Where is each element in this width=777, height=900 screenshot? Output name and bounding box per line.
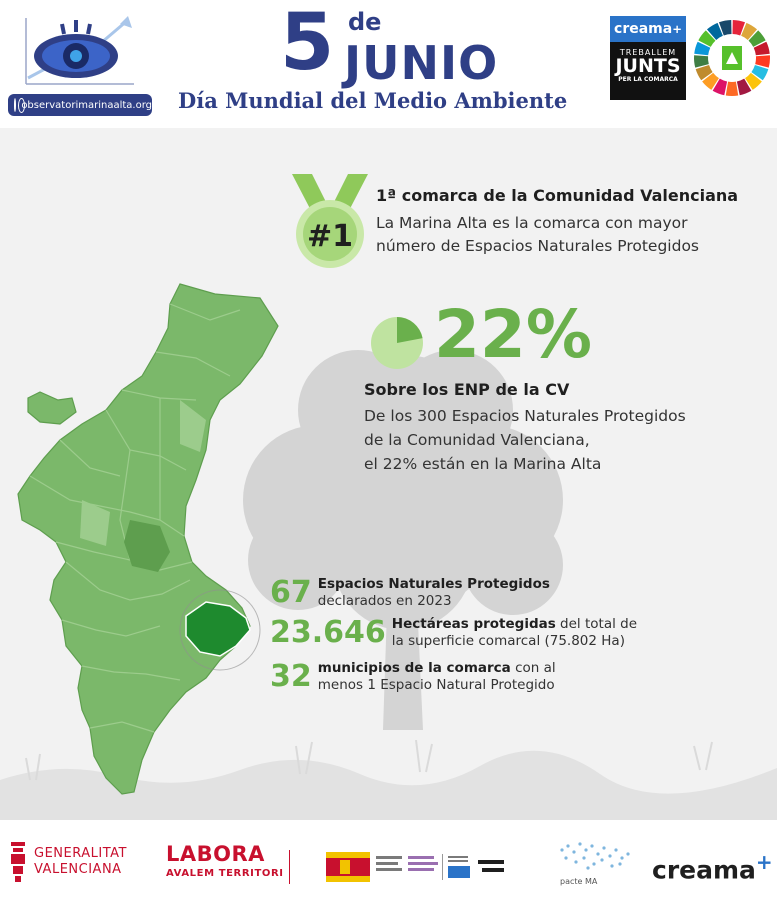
share-line-3: el 22% están en la Marina Alta	[364, 455, 602, 473]
pie-chart-icon	[370, 316, 424, 370]
stat-number: 32	[270, 659, 312, 694]
header	[0, 0, 777, 128]
stat-number: 67	[270, 575, 312, 610]
pacte-label: pacte MA	[560, 877, 598, 886]
stat-row	[270, 616, 637, 650]
region-map	[10, 280, 300, 800]
stat-description: municipios de la comarca con al menos 1 Espacio Natural Protegido	[317, 660, 556, 693]
share-title: Sobre los ENP de la CV	[364, 380, 570, 399]
labora-logo: LABORA AVALEM TERRITORI	[166, 842, 284, 879]
junts-label: TREBALLEM JUNTS PER LA COMARCA	[610, 42, 686, 100]
generalitat-crest-icon	[8, 840, 28, 884]
creama-logo: creama+	[652, 850, 773, 885]
page-subtitle: Día Mundial del Medio Ambiente	[178, 88, 568, 113]
gobierno-sepe-logos	[326, 850, 512, 886]
generalitat-logo	[8, 840, 127, 884]
pacte-ma-logo	[552, 836, 640, 890]
date-de: de	[348, 8, 382, 36]
site-url-link[interactable]	[8, 94, 152, 116]
generalitat-text: GENERALITAT VALENCIANA	[34, 846, 127, 877]
footer-divider	[289, 850, 290, 884]
ranking-title: 1ª comarca de la Comunidad Valenciana	[376, 186, 739, 205]
stat-row	[270, 660, 556, 694]
medal-icon	[290, 172, 370, 272]
share-text	[364, 404, 686, 476]
ranking-line-2: número de Espacios Naturales Protegidos	[376, 237, 700, 255]
rank-badge: #1	[306, 219, 354, 254]
sdg-wheel-icon	[692, 18, 772, 98]
stat-description: Hectáreas protegidas del total de la superficie comarcal (75.802 Ha)	[391, 616, 638, 649]
stat-description: Espacios Naturales Protegidos declarados en 2023	[317, 576, 550, 609]
stat-number: 23.646	[270, 615, 386, 650]
date-day: 5	[280, 0, 333, 88]
ranking-line-1: La Marina Alta es la comarca con mayor	[376, 214, 688, 232]
stat-row	[270, 576, 550, 610]
share-line-1: De los 300 Espacios Naturales Protegidos	[364, 407, 686, 425]
site-url-text: observatorimarinaalta.org	[21, 99, 152, 111]
ranking-text	[376, 212, 699, 258]
share-line-2: de la Comunidad Valenciana,	[364, 431, 590, 449]
eye-logo-icon	[18, 14, 138, 90]
globe-icon	[14, 98, 16, 112]
sdg-segment	[726, 82, 738, 96]
percent-value: 22%	[434, 296, 592, 373]
date-month: JUNIO	[344, 36, 499, 90]
creama-label: creama +	[610, 16, 686, 42]
creama-junts-logo	[610, 16, 686, 100]
footer	[0, 820, 777, 900]
